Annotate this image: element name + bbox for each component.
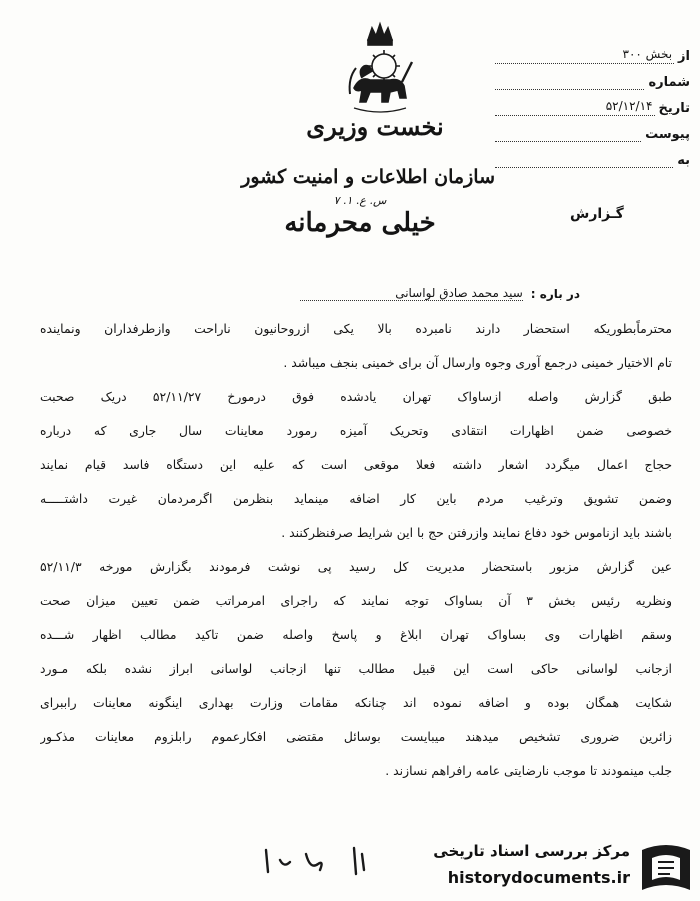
subject-label: در باره : [530, 287, 580, 301]
meta-number-label: شماره [648, 75, 690, 90]
meta-to-row [495, 142, 690, 168]
body-line: عین گزارش مزبور باستحضار مدیریت کل رسید پی نوشت فرمودند بگزارش مورخه ۵۲/۱۱/۳ [40, 559, 672, 574]
meta-from-value: بخش ۳۰۰ [495, 47, 674, 64]
meta-to-label: به [677, 153, 690, 168]
meta-from-label: از [678, 49, 690, 64]
meta-fields [495, 38, 690, 168]
body-line: تام الاختیار خمینی درجمع آوری وجوه وارسال آن برای خمینی بنجف میباشد . [283, 355, 672, 370]
body-line: شکایت همگان بوده و اضافه نموده اند چنانکه مقامات وزارت بهداری اینگونه معاینات راببرای [40, 695, 672, 710]
body-line: طبق گزارش واصله ازساواک تهران یادشده فوق درمورخ ۵۲/۱۱/۲۷ دریک صحبت [40, 389, 672, 404]
meta-date-row [495, 90, 690, 116]
body-line: زائرین ضروری تشخیص میدهند میبایست بوسائل مقتضی افکارعموم رابلزوم معاینات مذکـور [40, 729, 672, 744]
handwritten-signature [258, 840, 378, 880]
body-line: ونظریه رئیس بخش ۳ آن بساواک توجه نمایند که راجرای امرمراتب ضمن تعیین میزان صحت [40, 593, 672, 608]
report-label: گـزارش [570, 206, 624, 222]
body-line: وسقم اظهارات وی بساواک تهران ابلاغ و پاسخ واصله ضمن تاکید مطالب اظهار شـــده [40, 627, 672, 642]
lion-and-sun-emblem-icon [340, 18, 420, 118]
body-line: خصوصی ضمن اظهارات انتقادی وتحریک آمیزه رمورد معاینات سال جاری که درباره [40, 423, 672, 438]
meta-from-row [495, 38, 690, 64]
meta-attachment-label: پیوست [645, 127, 690, 142]
body-line: ازجانب لواسانی حاکی است این قبیل مطالب تنها ازجانب لواسانی ابراز نشده بلکه مـورد [40, 661, 672, 676]
watermark-url: historydocuments.ir [447, 868, 630, 887]
organization-subtitle: سازمان اطلاعات و امنیت کشور [241, 166, 495, 188]
watermark-title: مرکز بررسی اسناد تاریخی [433, 842, 630, 860]
meta-date-value: ۵۲/۱۲/۱۴ [495, 99, 655, 116]
meta-attachment-row [495, 116, 690, 142]
body-line: جلب مینمودند تا موجب نارضایتی عامه رافراهم نسازند . [385, 763, 672, 778]
classification-note: س. ع. ۱. ۷ [333, 194, 387, 207]
subject-line [300, 286, 580, 301]
classification-stamp: خیلی محرمانه [284, 208, 436, 238]
archive-logo-icon [636, 840, 696, 896]
letter-body [40, 312, 672, 788]
meta-date-label: تاریخ [658, 101, 690, 116]
meta-number-row [495, 64, 690, 90]
subject-value: سید محمد صادق لواسانی [300, 286, 523, 301]
watermark [434, 840, 696, 896]
meta-to-value [495, 151, 673, 168]
organization-title: نخست وزیری [306, 112, 444, 141]
body-line: باشند باید ازناموس خود دفاع نمایند وازرفتن حج با این شرایط صرفنظرکنند . [281, 525, 672, 540]
body-line: وضمن تشویق وترغیب مردم باین کار اضافه مینماید بنظرمن اگرمردمان غیرت داشتـــــه [40, 491, 672, 506]
meta-attachment-value [495, 125, 641, 142]
body-line: حجاج اعمال میگردد اشعار داشته فعلا موقعی است که علیه این دستگاه فاسد قیام نمایند [40, 457, 672, 472]
body-line: محترماًبطوریکه استحضار دارند نامبرده بالا یکی ازروحانیون ناراحت وازطرفداران ونماینده [40, 321, 672, 336]
meta-number-value [495, 73, 644, 90]
